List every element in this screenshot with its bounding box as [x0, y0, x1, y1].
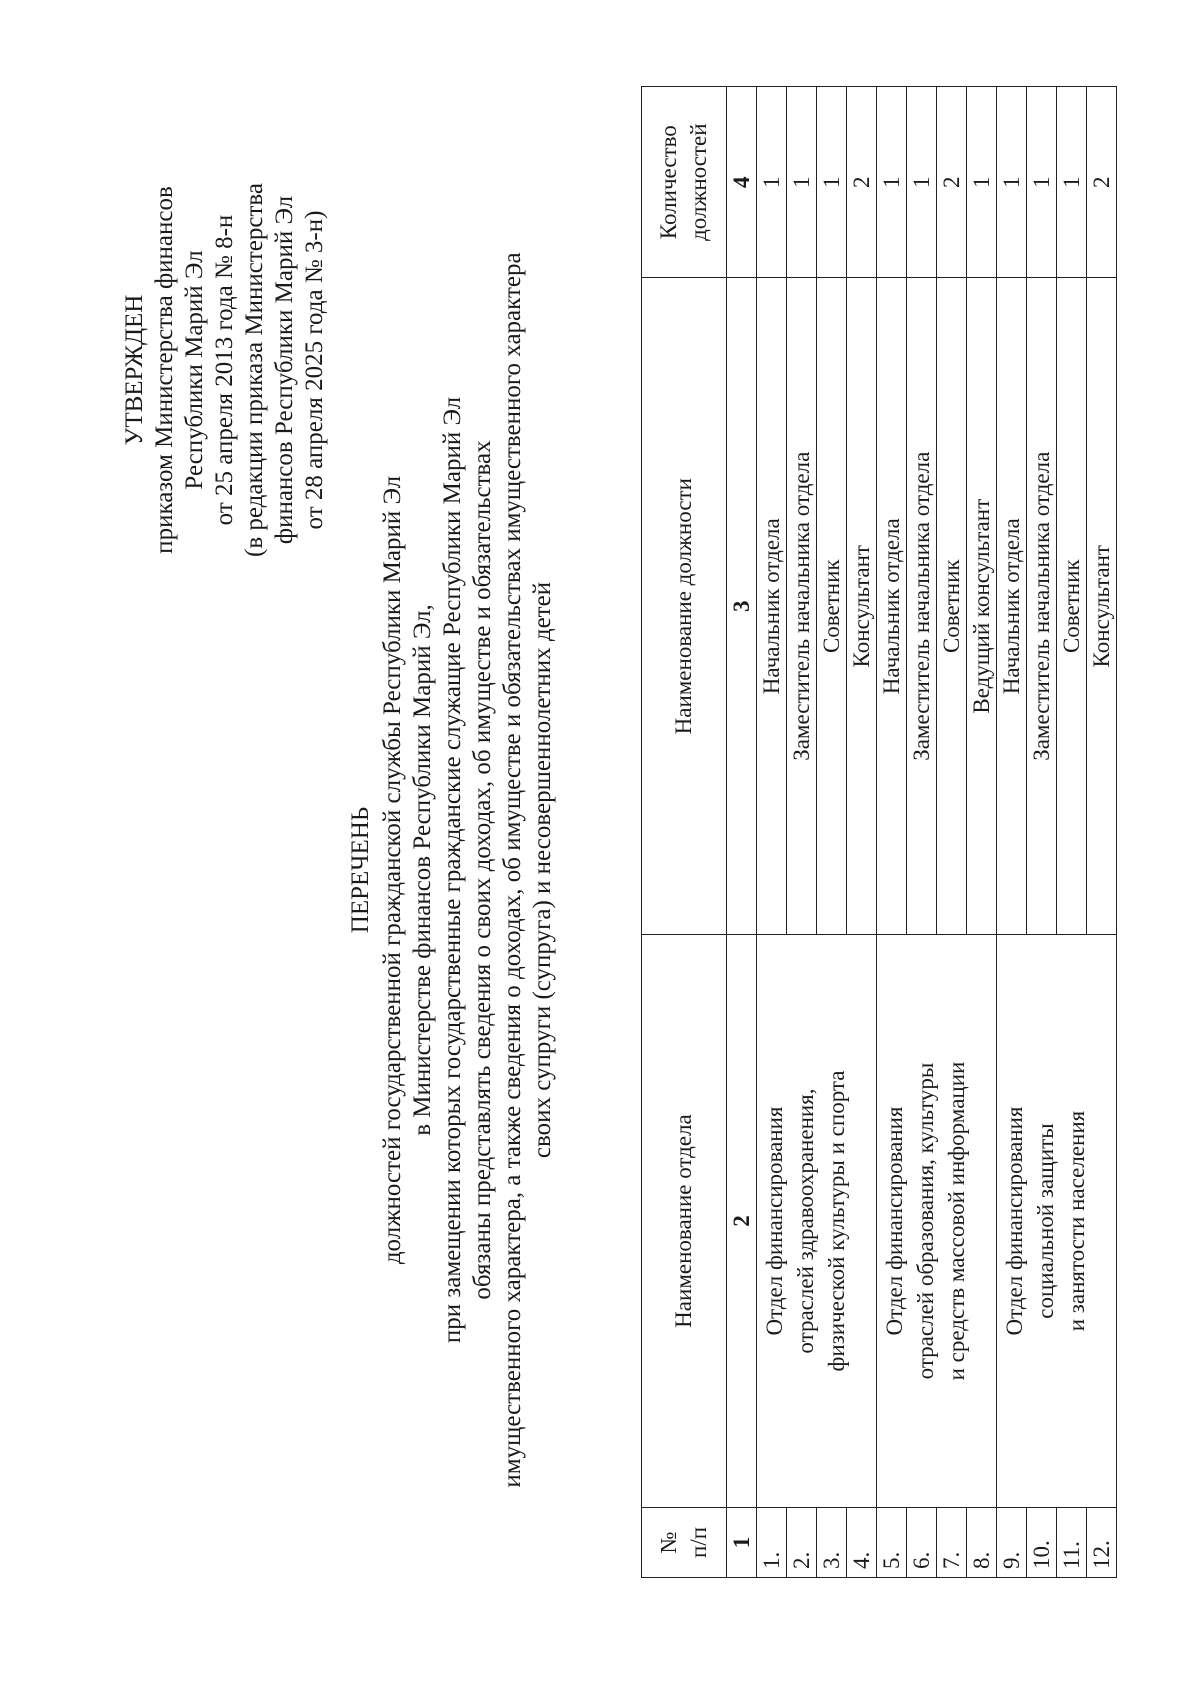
title-line: обязаны представлять сведения о своих доходах, об имуществе и обязательствах	[469, 440, 496, 1300]
title-line: должностей государственной гражданской службы Республики Марий Эл	[379, 475, 406, 1265]
row-number: 3.	[817, 1507, 847, 1577]
row-number: 1.	[757, 1507, 787, 1577]
row-number: 8.	[967, 1507, 997, 1577]
column-number: 3	[727, 278, 757, 935]
approval-line: приказом Министерства финансов	[151, 186, 178, 554]
approval-line: Республики Марий Эл	[181, 250, 208, 490]
row-number: 5.	[877, 1507, 907, 1577]
quantity-cell: 1	[1057, 87, 1087, 278]
row-number: 4.	[847, 1507, 877, 1577]
department-cell: Отдел финансирования социальной защиты и занятости населения	[997, 935, 1117, 1508]
quantity-cell: 1	[997, 87, 1027, 278]
position-cell: Заместитель начальника отдела	[1027, 278, 1057, 935]
quantity-cell: 1	[877, 87, 907, 278]
title-line: при замещении которых государственные гражданские служащие Республики Марий Эл	[439, 396, 466, 1344]
document-heading: ПЕРЕЧЕНЬ	[347, 806, 374, 934]
row-number: 9.	[997, 1507, 1027, 1577]
row-number: 2.	[787, 1507, 817, 1577]
approval-stamp-block	[120, 130, 330, 610]
row-number: 6.	[907, 1507, 937, 1577]
title-line: своих супруги (супруга) и несовершеннолетних детей	[529, 581, 556, 1159]
table-row	[877, 87, 907, 1578]
table-row	[757, 87, 787, 1578]
header-position: Наименование должности	[642, 278, 727, 935]
row-number: 12.	[1087, 1507, 1117, 1577]
header-number: № п/п	[642, 1507, 727, 1577]
position-cell: Советник	[817, 278, 847, 935]
document-page	[60, 90, 1140, 1650]
position-cell: Заместитель начальника отдела	[787, 278, 817, 935]
position-cell: Начальник отдела	[997, 278, 1027, 935]
quantity-cell: 1	[787, 87, 817, 278]
document-title-block	[346, 240, 558, 1500]
column-number: 2	[727, 935, 757, 1508]
quantity-cell: 1	[907, 87, 937, 278]
column-number-row	[727, 87, 757, 1578]
table-row	[997, 87, 1027, 1578]
department-cell: Отдел финансирования отраслей здравоохранения, физической культуры и спорта	[757, 935, 877, 1508]
approval-line: от 25 апреля 2013 года № 8-н	[211, 214, 238, 526]
approval-line: от 28 апреля 2025 года № 3-н)	[301, 210, 328, 530]
row-number: 10.	[1027, 1507, 1057, 1577]
approval-line: финансов Республики Марий Эл	[271, 195, 298, 545]
quantity-cell: 2	[847, 87, 877, 278]
row-number: 11.	[1057, 1507, 1087, 1577]
position-cell: Начальник отдела	[757, 278, 787, 935]
quantity-cell: 2	[937, 87, 967, 278]
position-cell: Ведущий консультант	[967, 278, 997, 935]
quantity-cell: 1	[757, 87, 787, 278]
quantity-cell: 2	[1087, 87, 1117, 278]
header-department: Наименование отдела	[642, 935, 727, 1508]
position-cell: Советник	[1057, 278, 1087, 935]
position-cell: Советник	[937, 278, 967, 935]
approval-line: УТВЕРЖДЕН	[121, 294, 148, 446]
table-header-row	[642, 87, 727, 1578]
department-cell: Отдел финансирования отраслей образования, культуры и средств массовой информации	[877, 935, 997, 1508]
position-cell: Консультант	[847, 278, 877, 935]
column-number: 4	[727, 87, 757, 278]
quantity-cell: 1	[1027, 87, 1057, 278]
header-quantity: Количество должностей	[642, 87, 727, 278]
positions-table	[641, 86, 1117, 1578]
approval-line: (в редакции приказа Министерства	[241, 183, 268, 557]
position-cell: Начальник отдела	[877, 278, 907, 935]
title-line: имущественного характера, а также сведения о доходах, об имуществе и обязательствах имущественного характера	[499, 252, 526, 1488]
row-number: 7.	[937, 1507, 967, 1577]
title-line: в Министерстве финансов Республики Марий Эл,	[409, 604, 436, 1136]
quantity-cell: 1	[967, 87, 997, 278]
position-cell: Консультант	[1087, 278, 1117, 935]
position-cell: Заместитель начальника отдела	[907, 278, 937, 935]
quantity-cell: 1	[817, 87, 847, 278]
column-number: 1	[727, 1507, 757, 1577]
